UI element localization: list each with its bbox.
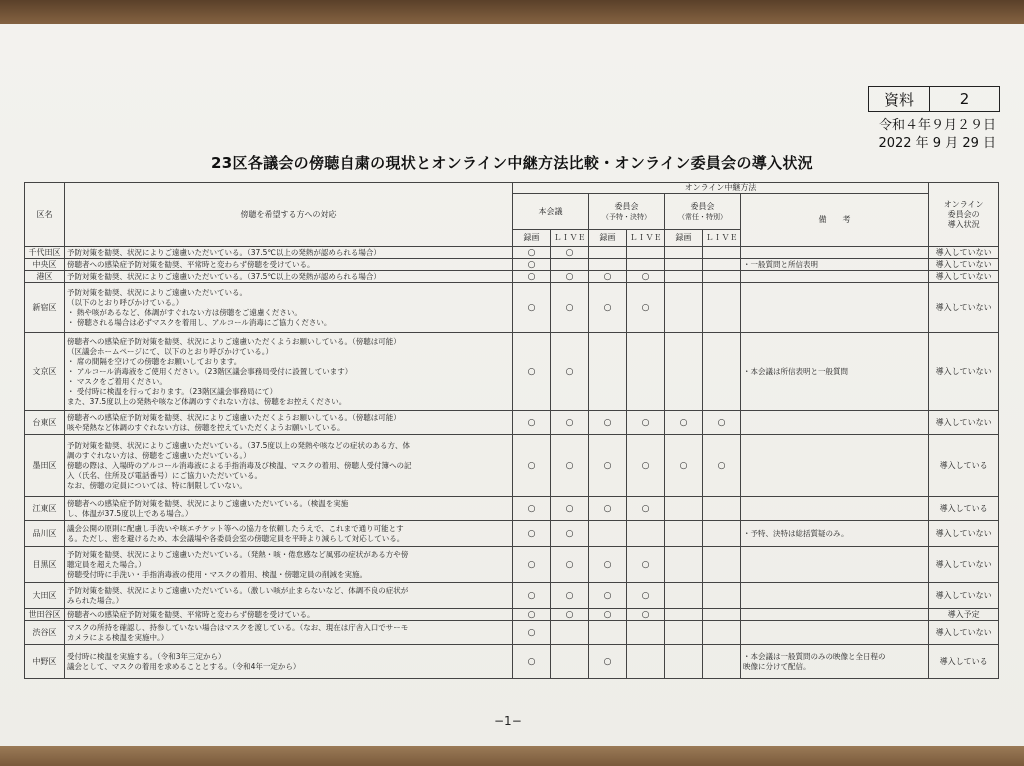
response-line: ・ 席の間隔を空けての傍聴をお願いしております。 (67, 356, 242, 366)
response-line: る。ただし、密を避けるため、本会議場や各委員会室の傍聴定員を平時より減らして対応している。 (67, 533, 405, 543)
online-committee-status: 導入していない (929, 621, 999, 645)
document-title: 23区各議会の傍聴自粛の現状とオンライン中継方法比較・オンライン委員会の導入状況 (211, 154, 813, 172)
ward-name: 文京区 (25, 333, 65, 411)
note-cell (741, 645, 929, 679)
availability-mark: ○ (589, 583, 627, 609)
response-text (65, 609, 513, 621)
response-line: 傍聴受付時に手洗い・手指消毒液の使用・マスクの着用、検温・傍聴定員の削減を実施。 (67, 569, 367, 579)
desk-background-bottom (0, 746, 1024, 766)
response-line: 議会公開の原則に配慮し手洗いや咳エチケット等への協力を依頼したうえで、これまで通り可能とす (67, 523, 404, 533)
availability-mark: ○ (665, 411, 703, 435)
availability-mark: ○ (551, 435, 589, 497)
page-number: −1− (494, 714, 522, 728)
availability-mark (703, 271, 741, 283)
availability-mark: ○ (551, 283, 589, 333)
availability-mark: ○ (665, 435, 703, 497)
online-committee-status: 導入していない (929, 583, 999, 609)
availability-mark (627, 621, 665, 645)
online-committee-status: 導入していない (929, 247, 999, 259)
availability-mark (665, 283, 703, 333)
availability-mark: ○ (703, 411, 741, 435)
response-line: 傍聴者への感染症予防対策を勧奨、状況によりご遠慮いただいている。（検温を実施 (67, 498, 349, 508)
table-row (25, 247, 999, 259)
response-line: カメラによる検温を実施中。） (67, 632, 169, 642)
availability-mark: ○ (589, 497, 627, 521)
header-plenary: 本会議 (513, 194, 589, 230)
availability-mark: ○ (513, 247, 551, 259)
response-line: ・ マスクをご着用ください。 (67, 376, 167, 386)
availability-mark (665, 609, 703, 621)
response-line: マスクの所持を確認し、持参していない場合はマスクを渡している。（なお、現在は庁舎入口でサーモ (67, 622, 409, 632)
note-cell (741, 547, 929, 583)
availability-mark: ○ (589, 271, 627, 283)
note-cell (741, 333, 929, 411)
response-line: 予防対策を勧奨、状況によりご遠慮いただいている。（激しい咳が止まらないなど、体調不良の症状が (67, 585, 409, 595)
ward-name: 中野区 (25, 645, 65, 679)
table-row (25, 497, 999, 521)
response-line: （区議会ホームページにて、以下のとおり呼びかけている。） (67, 346, 273, 356)
response-line: ・ 受付時に検温を行っております。（23階区議会事務局にて） (67, 386, 278, 396)
header-recorded: 録画 (589, 230, 627, 247)
availability-mark: ○ (589, 547, 627, 583)
availability-mark (627, 247, 665, 259)
response-line: 予防対策を勧奨、状況によりご遠慮いただいている。（37.5度以上の発熱や咳などの症状のある方、体 (67, 440, 410, 450)
availability-mark: ○ (589, 609, 627, 621)
availability-mark: ○ (551, 411, 589, 435)
availability-mark (703, 247, 741, 259)
ward-name: 新宿区 (25, 283, 65, 333)
availability-mark: ○ (551, 547, 589, 583)
table-row (25, 283, 999, 333)
response-text (65, 521, 513, 547)
table-row (25, 435, 999, 497)
availability-mark: ○ (513, 271, 551, 283)
availability-mark (551, 259, 589, 271)
availability-mark (703, 333, 741, 411)
response-line: 傍聴の際は、入場時のアルコール消毒液による手指消毒及び検温、マスクの着用、傍聴人受付簿への記 (67, 460, 412, 470)
response-line: 予防対策を勧奨、状況によりご遠慮いただいている。（発熱・咳・倦怠感など風邪の症状がある方や傍 (67, 549, 409, 559)
response-text (65, 247, 513, 259)
date-japanese: 令和４年９月２９日 (878, 118, 996, 133)
response-line: 聴定員を超えた場合。） (67, 559, 146, 569)
availability-mark: ○ (551, 271, 589, 283)
response-text (65, 547, 513, 583)
online-committee-status: 導入予定 (929, 609, 999, 621)
header-response: 傍聴を希望する方への対応 (65, 183, 513, 247)
availability-mark: ○ (589, 283, 627, 333)
note-cell (741, 271, 929, 283)
availability-mark: ○ (589, 645, 627, 679)
availability-mark: ○ (513, 583, 551, 609)
availability-mark (703, 497, 741, 521)
availability-mark: ○ (513, 333, 551, 411)
table-row (25, 333, 999, 411)
online-committee-status: 導入している (929, 497, 999, 521)
ward-name: 港区 (25, 271, 65, 283)
availability-mark: ○ (627, 609, 665, 621)
note-cell (741, 259, 929, 271)
reference-box (868, 86, 1000, 112)
response-line: 咳や発熱など体調のすぐれない方は、傍聴を控えていただくようお願いしている。 (67, 422, 345, 432)
table-row (25, 583, 999, 609)
response-text (65, 411, 513, 435)
availability-mark (665, 621, 703, 645)
ward-name: 大田区 (25, 583, 65, 609)
availability-mark (627, 259, 665, 271)
availability-mark (703, 547, 741, 583)
availability-mark (665, 247, 703, 259)
table-row (25, 411, 999, 435)
availability-mark (551, 621, 589, 645)
note-cell (741, 521, 929, 547)
response-line: 入（氏名、住所及び電話番号）にご協力いただいている。 (67, 470, 262, 480)
header-committee-budget: 委員会 （予特・決特） (589, 194, 665, 230)
availability-mark (703, 645, 741, 679)
availability-mark (589, 621, 627, 645)
response-line: また、37.5度以上の発熱や咳など体調のすぐれない方は、傍聴をお控えください。 (67, 396, 347, 406)
note-line: ・一般質問と所信表明 (743, 259, 818, 269)
header-live: ＬＩＶＥ (703, 230, 741, 247)
reference-label: 資料 (869, 87, 930, 111)
availability-mark: ○ (551, 333, 589, 411)
response-line: ・ アルコール消毒液をご使用ください。（23階区議会事務局受付に設置しています） (67, 366, 353, 376)
availability-mark: ○ (627, 271, 665, 283)
ward-name: 台東区 (25, 411, 65, 435)
note-line: ・予特、決特は総括質疑のみ。 (743, 528, 849, 538)
availability-mark (665, 271, 703, 283)
availability-mark: ○ (589, 435, 627, 497)
note-cell (741, 497, 929, 521)
availability-mark (703, 583, 741, 609)
availability-mark (665, 259, 703, 271)
availability-mark: ○ (551, 609, 589, 621)
ward-name: 江東区 (25, 497, 65, 521)
availability-mark: ○ (551, 521, 589, 547)
availability-mark: ○ (513, 435, 551, 497)
header-online-committee: オンライン 委員会の 導入状況 (929, 183, 999, 247)
comparison-table (24, 182, 999, 679)
response-text (65, 583, 513, 609)
header-live: ＬＩＶＥ (551, 230, 589, 247)
table-row (25, 621, 999, 645)
note-cell (741, 247, 929, 259)
table-row (25, 547, 999, 583)
note-line: ・本会議は一般質問のみの映像と全日程の (743, 651, 886, 661)
ward-name: 世田谷区 (25, 609, 65, 621)
online-committee-status: 導入していない (929, 283, 999, 333)
response-text (65, 259, 513, 271)
table-row (25, 609, 999, 621)
availability-mark: ○ (513, 283, 551, 333)
response-line: 予防対策を勧奨、状況によりご遠慮いただいている。 (67, 287, 247, 297)
header-ward: 区名 (25, 183, 65, 247)
table-row (25, 521, 999, 547)
note-cell (741, 435, 929, 497)
response-line: （以下のとおり呼びかけている。） (67, 297, 184, 307)
availability-mark: ○ (513, 645, 551, 679)
availability-mark (665, 333, 703, 411)
table-row (25, 271, 999, 283)
availability-mark (703, 521, 741, 547)
ward-name: 目黒区 (25, 547, 65, 583)
response-line: ・ 熱や咳があるなど、体調がすぐれない方は傍聴をご遠慮ください。 (67, 307, 302, 317)
availability-mark (589, 521, 627, 547)
response-line: し、体温が37.5度以上である場合。） (67, 508, 193, 518)
availability-mark (551, 645, 589, 679)
availability-mark (589, 247, 627, 259)
availability-mark (627, 521, 665, 547)
availability-mark: ○ (513, 259, 551, 271)
availability-mark: ○ (551, 497, 589, 521)
header-committee-standing: 委員会 （常任・特別） (665, 194, 741, 230)
availability-mark: ○ (513, 411, 551, 435)
availability-mark (703, 609, 741, 621)
ward-name: 品川区 (25, 521, 65, 547)
table-row (25, 645, 999, 679)
header-notes: 備 考 (741, 194, 929, 247)
online-committee-status: 導入していない (929, 259, 999, 271)
availability-mark: ○ (627, 547, 665, 583)
availability-mark (665, 547, 703, 583)
note-cell (741, 411, 929, 435)
header-live: ＬＩＶＥ (627, 230, 665, 247)
online-committee-status: 導入していない (929, 271, 999, 283)
availability-mark (589, 333, 627, 411)
availability-mark: ○ (627, 583, 665, 609)
response-text (65, 497, 513, 521)
response-text (65, 283, 513, 333)
response-line: 予防対策を勧奨、状況によりご遠慮いただいている。（37.5℃以上の発熱が認められる場合） (67, 271, 381, 281)
response-line: 傍聴者への感染症予防対策を勧奨、平常時と変わらず傍聴を受けている。 (67, 259, 315, 269)
date-western: 2022 年 9 月 29 日 (878, 136, 996, 151)
response-text (65, 435, 513, 497)
note-cell (741, 621, 929, 645)
availability-mark: ○ (513, 521, 551, 547)
note-cell (741, 609, 929, 621)
header-recorded: 録画 (665, 230, 703, 247)
online-committee-status: 導入していない (929, 333, 999, 411)
availability-mark (665, 583, 703, 609)
ward-name: 中央区 (25, 259, 65, 271)
availability-mark (665, 645, 703, 679)
availability-mark: ○ (551, 247, 589, 259)
online-committee-status: 導入している (929, 435, 999, 497)
availability-mark (627, 333, 665, 411)
response-line: 受付時に検温を実施する。（令和3年三定から） (67, 651, 226, 661)
response-line: 傍聴者への感染症予防対策を勧奨、状況によりご遠慮いただくようお願いしている。（傍聴は可能） (67, 336, 401, 346)
response-text (65, 333, 513, 411)
ward-name: 千代田区 (25, 247, 65, 259)
online-committee-status: 導入していない (929, 521, 999, 547)
online-committee-status: 導入していない (929, 411, 999, 435)
availability-mark: ○ (551, 583, 589, 609)
response-line: 傍聴者への感染症予防対策を勧奨、状況によりご遠慮いただくようお願いしている。（傍聴は可能） (67, 412, 401, 422)
note-line: 映像に分けて配信。 (743, 661, 811, 671)
ward-name: 墨田区 (25, 435, 65, 497)
availability-mark: ○ (589, 411, 627, 435)
response-line: 予防対策を勧奨、状況によりご遠慮いただいている。（37.5℃以上の発熱が認められる場合） (67, 247, 381, 257)
response-line: 議会として、マスクの着用を求めることとする。（令和4年一定から） (67, 661, 301, 671)
ward-name: 渋谷区 (25, 621, 65, 645)
note-line: ・本会議は所信表明と一般質問 (743, 366, 848, 376)
response-line: 調のすぐれない方は、傍聴をご遠慮いただいている。） (67, 450, 251, 460)
online-committee-status: 導入していない (929, 547, 999, 583)
reference-number: 2 (959, 90, 970, 108)
note-cell (741, 283, 929, 333)
response-text (65, 271, 513, 283)
response-line: ・ 傍聴される場合は必ずマスクを着用し、アルコール消毒にご協力ください。 (67, 317, 332, 327)
availability-mark: ○ (627, 435, 665, 497)
response-text (65, 645, 513, 679)
availability-mark: ○ (513, 497, 551, 521)
availability-mark (665, 521, 703, 547)
table-row (25, 259, 999, 271)
availability-mark (703, 259, 741, 271)
availability-mark: ○ (513, 609, 551, 621)
availability-mark: ○ (627, 411, 665, 435)
availability-mark (665, 497, 703, 521)
availability-mark: ○ (513, 547, 551, 583)
availability-mark (627, 645, 665, 679)
availability-mark (703, 283, 741, 333)
response-text (65, 621, 513, 645)
response-line: なお、傍聴の定員については、特に制限していない。 (67, 480, 247, 490)
availability-mark (703, 621, 741, 645)
header-recorded: 録画 (513, 230, 551, 247)
online-committee-status: 導入している (929, 645, 999, 679)
availability-mark: ○ (513, 621, 551, 645)
availability-mark (589, 259, 627, 271)
note-cell (741, 583, 929, 609)
response-line: 傍聴者への感染症予防対策を勧奨、平常時と変わらず傍聴を受けている。 (67, 609, 315, 619)
availability-mark: ○ (703, 435, 741, 497)
availability-mark: ○ (627, 497, 665, 521)
response-line: みられた場合。） (67, 595, 124, 605)
header-online-method: オンライン中継方法 (513, 183, 929, 194)
availability-mark: ○ (627, 283, 665, 333)
